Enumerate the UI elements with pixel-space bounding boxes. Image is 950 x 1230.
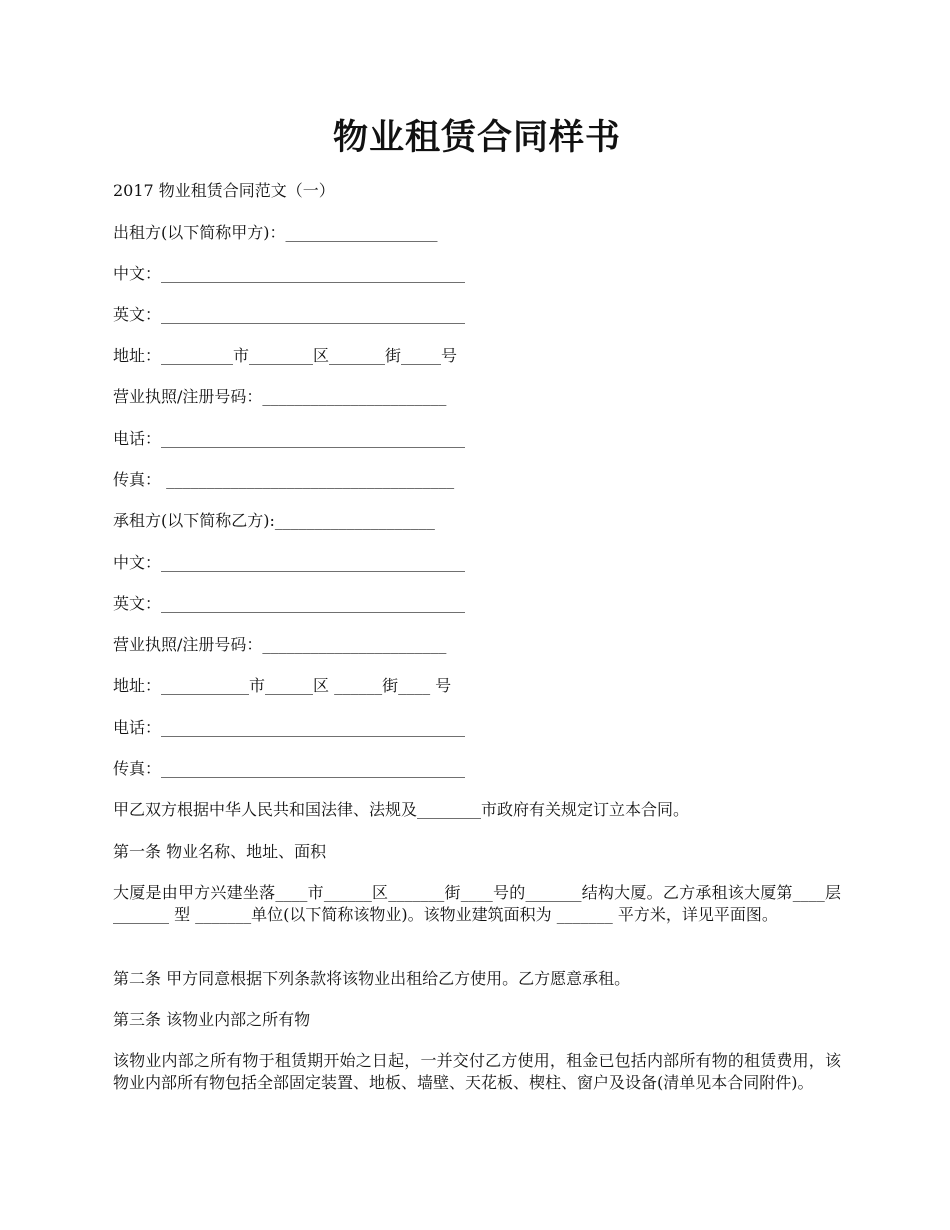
lessee-phone: 电话：______________________________________ (113, 718, 466, 737)
lessee-fax: 传真：______________________________________ (113, 759, 466, 778)
lessor-fax: 传真： ____________________________________ (113, 470, 455, 489)
lessor-english-name: 英文：______________________________________ (113, 305, 466, 324)
contract-preamble: 甲乙双方根据中华人民共和国法律、法规及________市政府有关规定订立本合同。 (113, 800, 690, 819)
lessee-english-name: 英文：______________________________________ (113, 594, 466, 613)
document-title: 物业租赁合同样书 (332, 117, 621, 158)
lessee-heading: 承租方(以下简称乙方):____________________ (113, 511, 435, 530)
article-1-body: 大厦是由甲方兴建坐落____市______区_______街____号的_______结构大厦。乙方承租该大厦第____层_______ 型 _______单位(以下简称该物业)。该物业建筑面积为 _______ 平方米，详见平面图。 (113, 883, 841, 924)
lessor-chinese-name: 中文：______________________________________ (113, 264, 466, 283)
article-2-title: 第二条 甲方同意根据下列条款将该物业出租给乙方使用。乙方愿意承租。 (113, 969, 631, 988)
lessor-address: 地址：_________市________区_______街_____号 (113, 346, 458, 365)
lessor-heading: 出租方(以下简称甲方)：___________________ (113, 223, 438, 242)
article-3-title: 第三条 该物业内部之所有物 (113, 1010, 311, 1029)
lessee-address: 地址：___________市______区 ______街____ 号 (113, 676, 452, 695)
document-subtitle: 2017 物业租赁合同范文（一） (113, 181, 335, 200)
article-1-title: 第一条 物业名称、地址、面积 (113, 842, 327, 861)
lessee-license: 营业执照/注册号码：_______________________ (113, 635, 447, 654)
lessee-chinese-name: 中文：______________________________________ (113, 553, 466, 572)
article-3-body: 该物业内部之所有物于租赁期开始之日起，一并交付乙方使用，租金已包括内部所有物的租赁费用，该物业内部所有物包括全部固定装置、地板、墙壁、天花板、楔柱、窗户及设备(清单见本合同附件)。 (113, 1051, 841, 1092)
lessor-license: 营业执照/注册号码：_______________________ (113, 387, 447, 406)
lessor-phone: 电话：______________________________________ (113, 429, 466, 448)
